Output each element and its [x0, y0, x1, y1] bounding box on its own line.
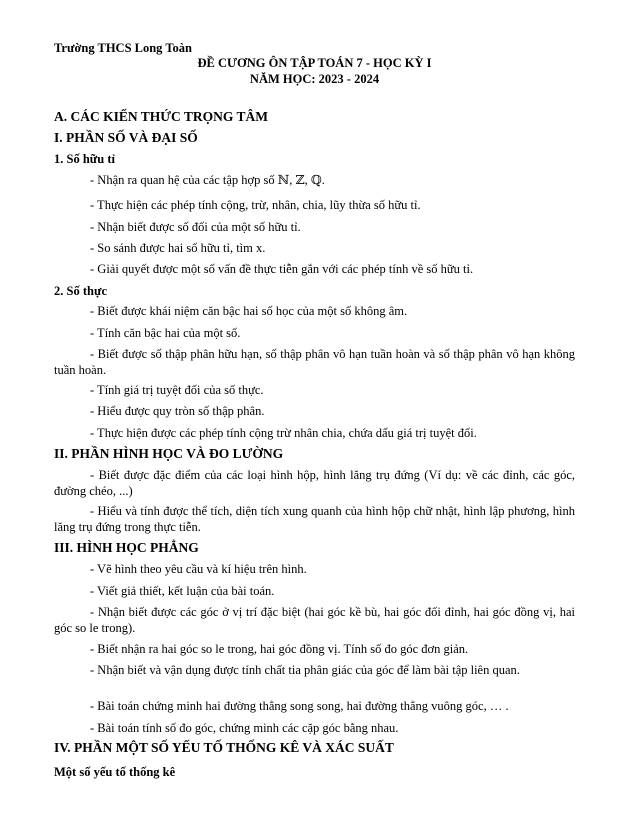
list-item: - Tính căn bậc hai của một số.: [90, 326, 241, 340]
section-a-heading: A. CÁC KIẾN THỨC TRỌNG TÂM: [54, 109, 269, 124]
part4-heading: IV. PHẦN MỘT SỐ YẾU TỐ THỐNG KÊ VÀ XÁC SUẤT: [54, 740, 394, 755]
list-item: - Viết giả thiết, kết luận của bài toán.: [90, 584, 275, 598]
list-item: - Thực hiện các phép tính cộng, trừ, nhân, chia, lũy thừa số hữu tỉ.: [90, 198, 421, 212]
list-item: - Nhận biết được các góc ở vị trí đặc biệt (hai góc kề bù, hai góc đối đỉnh, hai góc đồng vị, hai góc so le trong).: [54, 605, 575, 635]
list-item: - Biết được đặc điểm của các loại hình hộp, hình lăng trụ đứng (Ví dụ: về các đỉnh, các góc, đường chéo, ...): [54, 468, 575, 498]
list-item: - Biết nhận ra hai góc so le trong, hai góc đồng vị. Tính số đo góc đơn giản.: [90, 642, 469, 656]
school-year: NĂM HỌC: 2023 - 2024: [249, 72, 380, 86]
list-item: - Bài toán tính số đo góc, chứng minh các cặp góc bằng nhau.: [90, 721, 399, 735]
part3-heading: III. HÌNH HỌC PHẲNG: [54, 540, 199, 555]
list-item: - Giải quyết được một số vấn đề thực tiễn gắn với các phép tính về số hữu tỉ.: [90, 262, 474, 276]
list-item: - Nhận biết và vận dụng được tính chất tia phân giác của góc để làm bài tập liên quan.: [90, 663, 520, 677]
list-item: - Hiểu được quy tròn số thập phân.: [90, 404, 265, 418]
school-name: Trường THCS Long Toàn: [54, 41, 192, 55]
list-item: - Nhận biết được số đối của một số hữu tỉ.: [90, 220, 301, 234]
list-item: - Hiểu và tính được thể tích, diện tích xung quanh của hình hộp chữ nhật, hình lập phương, hình lăng trụ đứng trong thực tiễn.: [54, 504, 575, 534]
list-item: - Thực hiện được các phép tính cộng trừ nhân chia, chứa dấu giá trị tuyệt đối.: [90, 426, 477, 440]
list-item: - Vẽ hình theo yêu cầu và kí hiệu trên hình.: [90, 562, 307, 576]
part1-heading: I. PHẦN SỐ VÀ ĐẠI SỐ: [54, 130, 198, 145]
document-title: ĐỀ CƯƠNG ÔN TẬP TOÁN 7 - HỌC KỲ I: [197, 56, 432, 70]
part2-heading: II. PHẦN HÌNH HỌC VÀ ĐO LƯỜNG: [54, 446, 284, 461]
part4-sub1-heading: Một số yếu tố thống kê: [54, 765, 176, 779]
list-item: - Biết được khái niệm căn bậc hai số học của một số không âm.: [90, 304, 408, 318]
list-item: - Biết được số thập phân hữu hạn, số thập phân vô hạn tuần hoàn và số thập phân vô hạn không tuần hoàn.: [54, 347, 575, 377]
part1-sub1-heading: 1. Số hữu tỉ: [54, 152, 115, 166]
list-item: - Tính giá trị tuyệt đối của số thực.: [90, 383, 264, 397]
list-item: - Bài toán chứng minh hai đường thẳng song song, hai đường thẳng vuông góc, … .: [90, 699, 509, 713]
list-item: - So sánh được hai số hữu tỉ, tìm x.: [90, 241, 266, 255]
part1-sub2-heading: 2. Số thực: [54, 284, 107, 298]
list-item: - Nhận ra quan hệ của các tập hợp số ℕ, ℤ, ℚ.: [90, 173, 325, 187]
